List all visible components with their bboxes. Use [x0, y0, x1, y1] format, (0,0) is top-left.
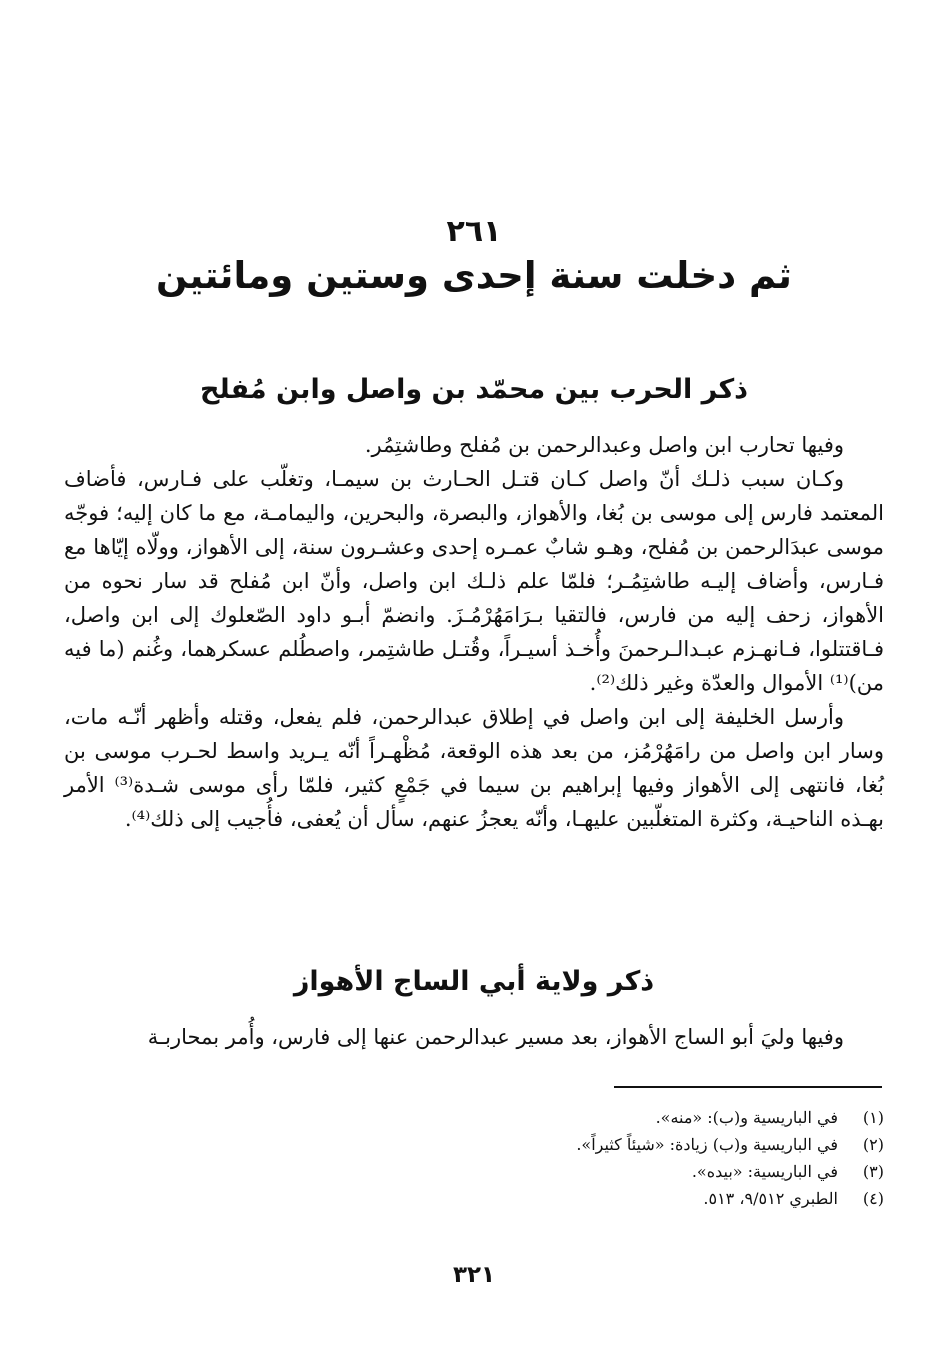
footnote-text: في الباريسية: «بيده».	[691, 1162, 838, 1181]
footnote-number: (٢)	[862, 1135, 884, 1154]
paragraph: وأرسل الخليفة إلى ابن واصل في إطلاق عبدالرحمن، فلم يفعل، وقتله وأظهر أنّـه مات، وسار ابن واصل من رامَهُرْمُز، من بعد هذه الوقعة، مُظْهـراً أنّه يـريد واسط لحـرب موسى بن بُغا، فانتهى إلى الأهواز وفيها إبراهيم بن سيما في جَمْعٍ كثير، فلمّا رأى موسى شـدة⁽³⁾ الأمر بهـذه الناحيـة، وكثرة المتغلّبين عليهـا، وأنّه يعجزُ عنهم، سأل أن يُعفى، فأُجيب إلى ذلك⁽⁴⁾.	[64, 705, 884, 831]
footnote-text: في الباريسية و(ب): «منه».	[655, 1108, 838, 1127]
footnote	[64, 1158, 884, 1185]
year-title: ثم دخلت سنة إحدى وستين ومائتين	[156, 254, 792, 297]
paragraph: وفيها وليَ أبو الساج الأهواز، بعد مسير عبدالرحمن عنها إلى فارس، وأُمر بمحاربـة	[147, 1025, 844, 1049]
footnote	[64, 1131, 884, 1158]
section-heading-war: ذكر الحرب بين محمّد بن واصل وابن مُفلح	[199, 374, 749, 405]
paragraph: وكـان سبب ذلـك أنّ واصل كـان قتـل الحـارث بن سيمـا، وتغلّب على فـارس، فأضاف المعتمد فارس إلى موسى بن بُغا، والأهواز، والبصرة، والبحرين، واليمامـة، مع ما كان إليه؛ فوجّه موسى عبدَالرحمن بن مُفلح، وهـو شابٌ عمـره إحدى وعشـرون سنة، إلى الأهواز، وولّاه إيّاها مع فـارس، وأضاف إليـه طاشتِمُـر؛ فلمّا علم ذلـك ابن واصل، وأنّ ابن مُفلح قد سار نحوه من الأهواز، زحف إليه من فارس، فالتقيا بـرَامَهُرْمُـزَ. وانضمّ أبـو داود الصّعلوك إلى ابن واصل، فـاقتتلوا، فـانهـزم عبـدالـرحمنَ وأُخـذ أسيـراً، وقُتـل طاشتِمر، واصطُلم عسكرهما، وغُنم (ما فيه من)⁽¹⁾ الأموال والعدّة وغير ذلك⁽²⁾.	[64, 467, 884, 695]
section-body-war	[64, 428, 884, 836]
footnote-text: في الباريسية و(ب) زيادة: «شيئاً كثيراً».	[576, 1135, 838, 1154]
paragraph: وفيها تحارب ابن واصل وعبدالرحمن بن مُفلح وطاشتِمُر.	[364, 433, 844, 457]
footnote	[64, 1104, 884, 1131]
footnote-divider	[614, 1086, 882, 1088]
footnote-number: (٤)	[862, 1189, 884, 1208]
footnote-number: (١)	[862, 1108, 884, 1127]
footnote-number: (٣)	[862, 1162, 884, 1181]
footnote-text: الطبري ٩/٥١٢، ٥١٣.	[703, 1189, 838, 1208]
page-number: ٣٢١	[452, 1262, 496, 1288]
footnotes	[64, 1104, 884, 1212]
section-body-abi-alsaj	[64, 1020, 884, 1054]
footnote	[64, 1185, 884, 1212]
year-number: ٢٦١	[446, 214, 502, 249]
section-heading-abi-alsaj: ذكر ولاية أبي الساج الأهواز	[293, 966, 655, 997]
